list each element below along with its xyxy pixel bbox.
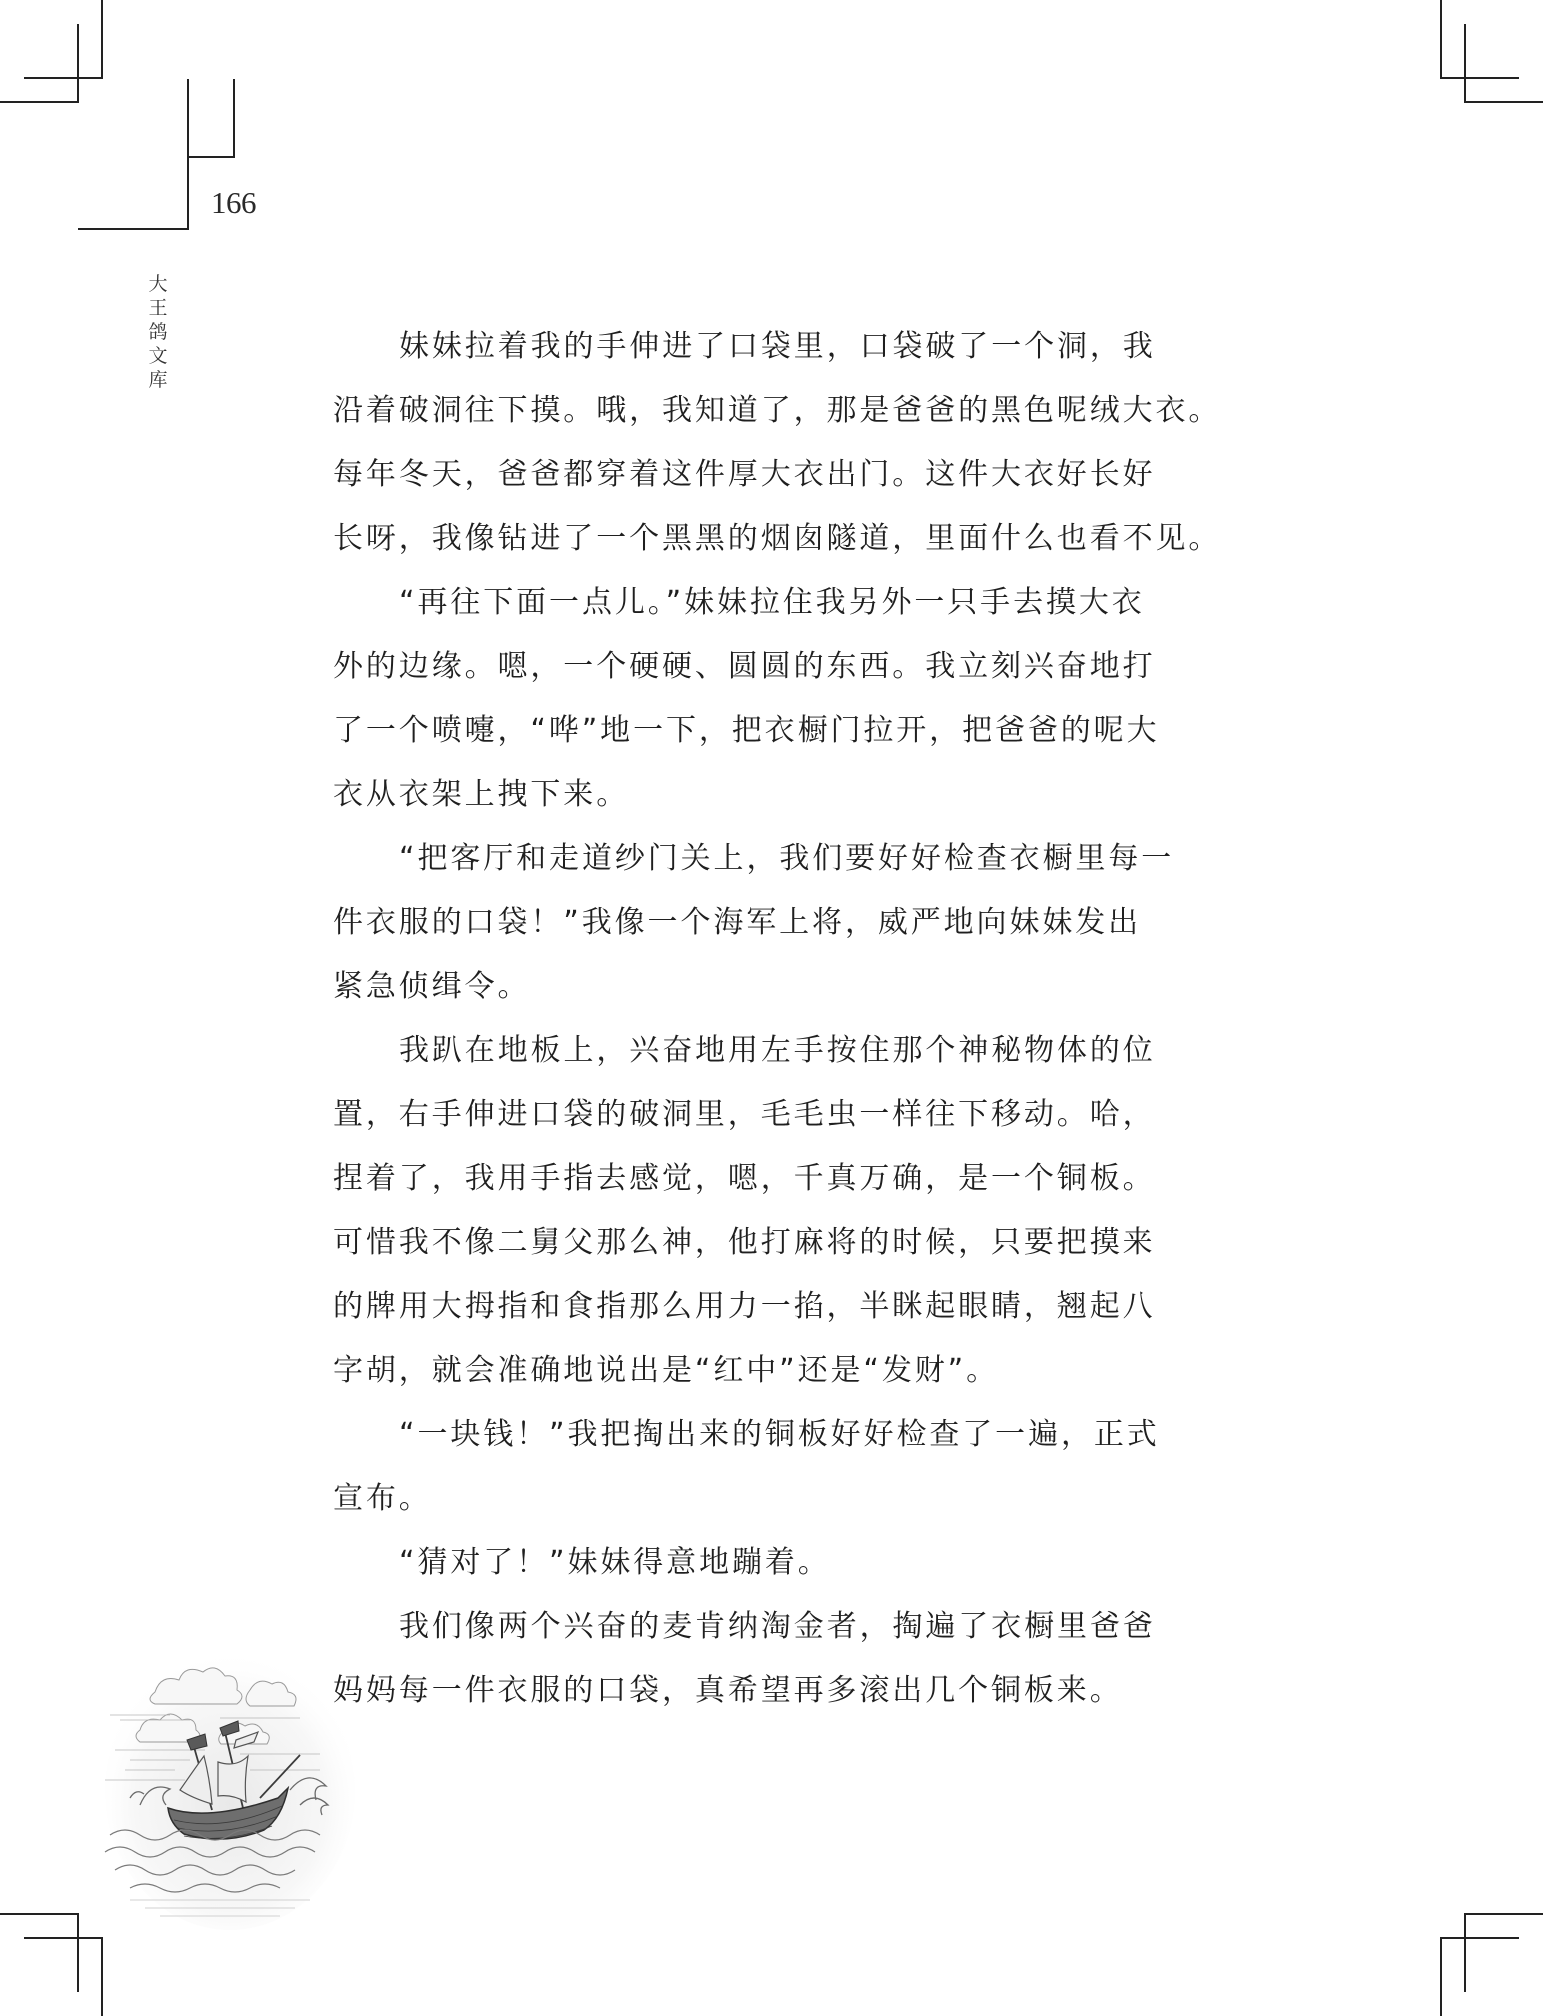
text-line: 我趴在地板上，兴奋地用左手按住那个神秘物体的位 xyxy=(399,1033,1156,1068)
text-line: “把客厅和走道纱门关上，我们要好好检查衣橱里每一 xyxy=(399,841,1175,876)
series-title-vertical xyxy=(146,272,170,392)
crop-mark-top-left-inner-h xyxy=(0,101,79,103)
text-line: “一块钱！”我把掏出来的铜板好好检查了一遍，正式 xyxy=(399,1417,1160,1452)
body-text xyxy=(333,324,1222,1732)
text-line: 每年冬天，爸爸都穿着这件厚大衣出门。这件大衣好长好 xyxy=(333,457,1156,492)
crop-mark-top-right-outer-v xyxy=(1440,0,1442,79)
text-line: “再往下面一点儿。”妹妹拉住我另外一只手去摸大衣 xyxy=(399,585,1145,620)
text-line: “猜对了！”妹妹得意地蹦着。 xyxy=(399,1545,831,1580)
series-title-char: 文 xyxy=(148,345,168,367)
text-line: 置，右手伸进口袋的破洞里，毛毛虫一样往下移动。哈， xyxy=(333,1097,1156,1132)
text-line: 长呀，我像钻进了一个黑黑的烟囱隧道，里面什么也看不见。 xyxy=(333,521,1222,556)
header-rule-short-horizontal xyxy=(188,156,235,158)
series-title-char: 鸽 xyxy=(148,321,168,343)
crop-mark-bottom-right-inner-h xyxy=(1440,1937,1519,1939)
crop-mark-bottom-left-outer-h xyxy=(0,1913,79,1915)
ship-illustration xyxy=(100,1630,360,1930)
crop-mark-bottom-right-outer-v xyxy=(1464,1913,1466,1992)
series-title-char: 王 xyxy=(148,297,168,319)
text-line: 紧急侦缉令。 xyxy=(333,969,531,1004)
series-title-char: 库 xyxy=(148,369,168,391)
text-line: 捏着了，我用手指去感觉，嗯，千真万确，是一个铜板。 xyxy=(333,1161,1156,1196)
crop-mark-top-right-inner-h xyxy=(1464,101,1543,103)
text-line: 可惜我不像二舅父那么神，他打麻将的时候，只要把摸来 xyxy=(333,1225,1156,1260)
text-line: 妹妹拉着我的手伸进了口袋里，口袋破了一个洞，我 xyxy=(399,329,1156,364)
text-line: 字胡，就会准确地说出是“红中”还是“发财”。 xyxy=(333,1353,999,1388)
text-line: 了一个喷嚏，“哗”地一下，把衣橱门拉开，把爸爸的呢大 xyxy=(333,713,1160,748)
header-rule-vertical xyxy=(187,79,189,230)
crop-mark-bottom-right-inner-v xyxy=(1440,1937,1442,2016)
text-line: 宣布。 xyxy=(333,1481,432,1516)
page-number: 166 xyxy=(211,185,256,220)
crop-mark-top-right-inner-v xyxy=(1464,24,1466,103)
crop-mark-top-left-outer-v xyxy=(101,0,103,79)
crop-mark-bottom-left-inner-h xyxy=(24,1937,103,1939)
crop-mark-bottom-left-outer-v xyxy=(77,1913,79,1992)
text-line: 的牌用大拇指和食指那么用力一掐，半眯起眼睛，翘起八 xyxy=(333,1289,1156,1324)
header-rule-horizontal xyxy=(78,228,189,230)
text-line: 我们像两个兴奋的麦肯纳淘金者，掏遍了衣橱里爸爸 xyxy=(399,1609,1156,1644)
crop-mark-bottom-left-inner-v xyxy=(101,1937,103,2016)
text-line: 件衣服的口袋！”我像一个海军上将，威严地向妹妹发出 xyxy=(333,905,1142,940)
text-line: 衣从衣架上拽下来。 xyxy=(333,777,630,812)
crop-mark-bottom-right-outer-h xyxy=(1464,1913,1543,1915)
text-line: 妈妈每一件衣服的口袋，真希望再多滚出几个铜板来。 xyxy=(333,1673,1123,1708)
series-title-char: 大 xyxy=(148,273,168,295)
text-line: 外的边缘。嗯，一个硬硬、圆圆的东西。我立刻兴奋地打 xyxy=(333,649,1156,684)
header-rule-short-vertical xyxy=(233,79,235,158)
text-line: 沿着破洞往下摸。哦，我知道了，那是爸爸的黑色呢绒大衣。 xyxy=(333,393,1222,428)
crop-mark-top-left-inner-v xyxy=(77,24,79,103)
sailing-ship-icon xyxy=(100,1630,360,1930)
crop-mark-top-right-outer-h xyxy=(1440,77,1519,79)
crop-mark-top-left-outer-h xyxy=(24,77,103,79)
